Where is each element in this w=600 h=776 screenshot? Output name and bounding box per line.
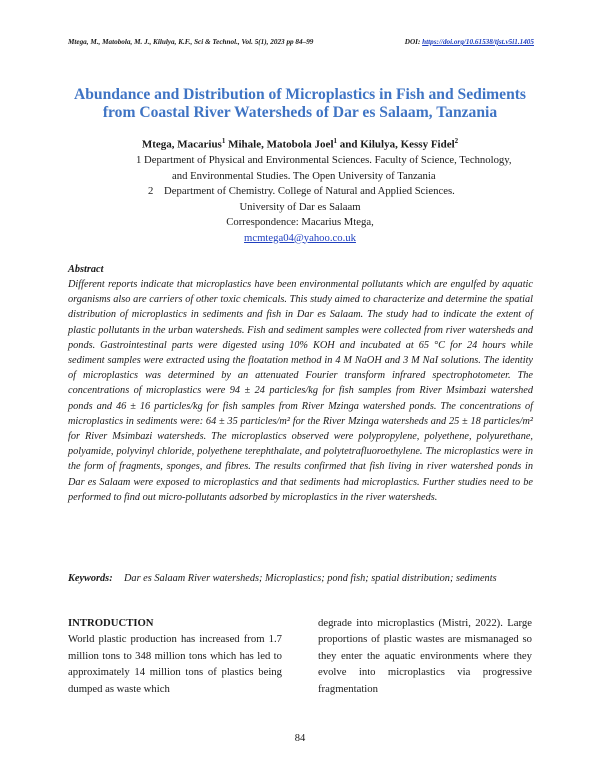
author-1: Mtega, Macarius [141,138,222,151]
paper-title: Abundance and Distribution of Microplastics in Fish and Sediments from Coastal River Watersheds of Dar es Salaam, Tanzania [73,86,526,121]
abstract-heading: Abstract [68,264,104,275]
introduction-heading: INTRODUCTION [68,617,154,629]
citation-text: Mtega, M., Matobola, M. J., Kilulya, K.F., Sci & Technol., Vol. 5(1), 2023 pp 84–99 [68,38,314,46]
keywords-label: Keywords: [68,573,113,584]
introduction-text-right: degrade into microplastics (Mistri, 2022). Large proportions of plastic wastes are mismanaged so they enter the aquatic environments where they evolve into microplastics via progressive fragmentation [318,617,532,695]
affiliation-2: 2 Department of Chemistry. College of Natural and Applied Sciences. University of Dar es Salaam Correspondence: Macarius Mtega, mcmtega04@yahoo.co.uk [0,184,600,246]
introduction-text-left: World plastic production has increased from 1.7 million tons to 348 million tons which has led to approximately 14 million tons of plastics being dumped as waste which [68,633,282,695]
author-list: Mtega, Macarius$^1$ Mihale, Matobola Joel$^1$ and Kilulya, Kessy Fidel$^2$ [141,137,459,151]
email-link[interactable]: mcmtega04@yahoo.co.uk [244,231,356,244]
keywords-text: Dar es Salaam River watersheds; Microplastics; pond fish; spatial distribution; sediments [124,573,497,584]
column-left [68,615,282,697]
running-header [68,38,534,46]
keywords [68,571,533,586]
author-3: and Kilulya, Kessy Fidel [337,138,455,151]
doi-link[interactable]: https://doi.org/10.61538/tjst.v5i1.1405 [422,38,534,46]
correspondence: Correspondence: Macarius Mtega, [226,216,374,228]
column-right [318,615,532,697]
page-number: 84 [294,733,306,744]
doi: DOI: https://doi.org/10.61538/tjst.v5i1.1405 [404,38,534,46]
author-2: Mihale, Matobola Joel [225,138,334,151]
affiliation-1: 1 Department of Physical and Environmental Sciences. Faculty of Science, Technology, and Environmental Studies. The Open University of Tanzania [136,154,512,182]
abstract-text: Different reports indicate that microplastics have been environmental pollutants which are engulfed by aquatic organisms also are carriers of other toxic chemicals. This study aimed to characterize and determine the spatial distribution of microplastics in sediments and fish in Dar es Salaam. The study had to indicate the extent of plastic pollutants in the urban watersheds. Fish and sediment samples were collected from river watersheds and ponds. Gastrointestinal parts were digested using 10% KOH and incubated at 65 °C for 24 hours while sediment samples were extracted using the floatation method in 4 M NaOH and 3 M NaI solutions. The identity of microplastics was determined by an attenuated Fourier transform infrared spectrophotometer. The concentrations of microplastics were 94 ± 24 particles/kg for fish samples from River Msimbazi watershed ponds and 46 ± 16 particles/kg for fish samples from River Mzinga watershed ponds. The concentrations of microplastics in sediments were: 64 ± 35 particles/m² for the River Mzinga watersheds and 25 ± 18 particles/m² for River Msimbazi watersheds. The microplastics observed were polypropylene, polyethene, polyurethane, polyamide, polyvinyl chloride, polyethene terephthalate, and polytetrafluoroethylene. The microplastics were in the form of fragments, sponges, and fibres. The results confirmed that fish living in river watershed ponds in Dar es Salaam were exposed to microplastics and that sediments had microplastics. Further studies need to be performed to find out micro-pollutants adsorbed by microplastics in the river watersheds. [68,279,533,503]
